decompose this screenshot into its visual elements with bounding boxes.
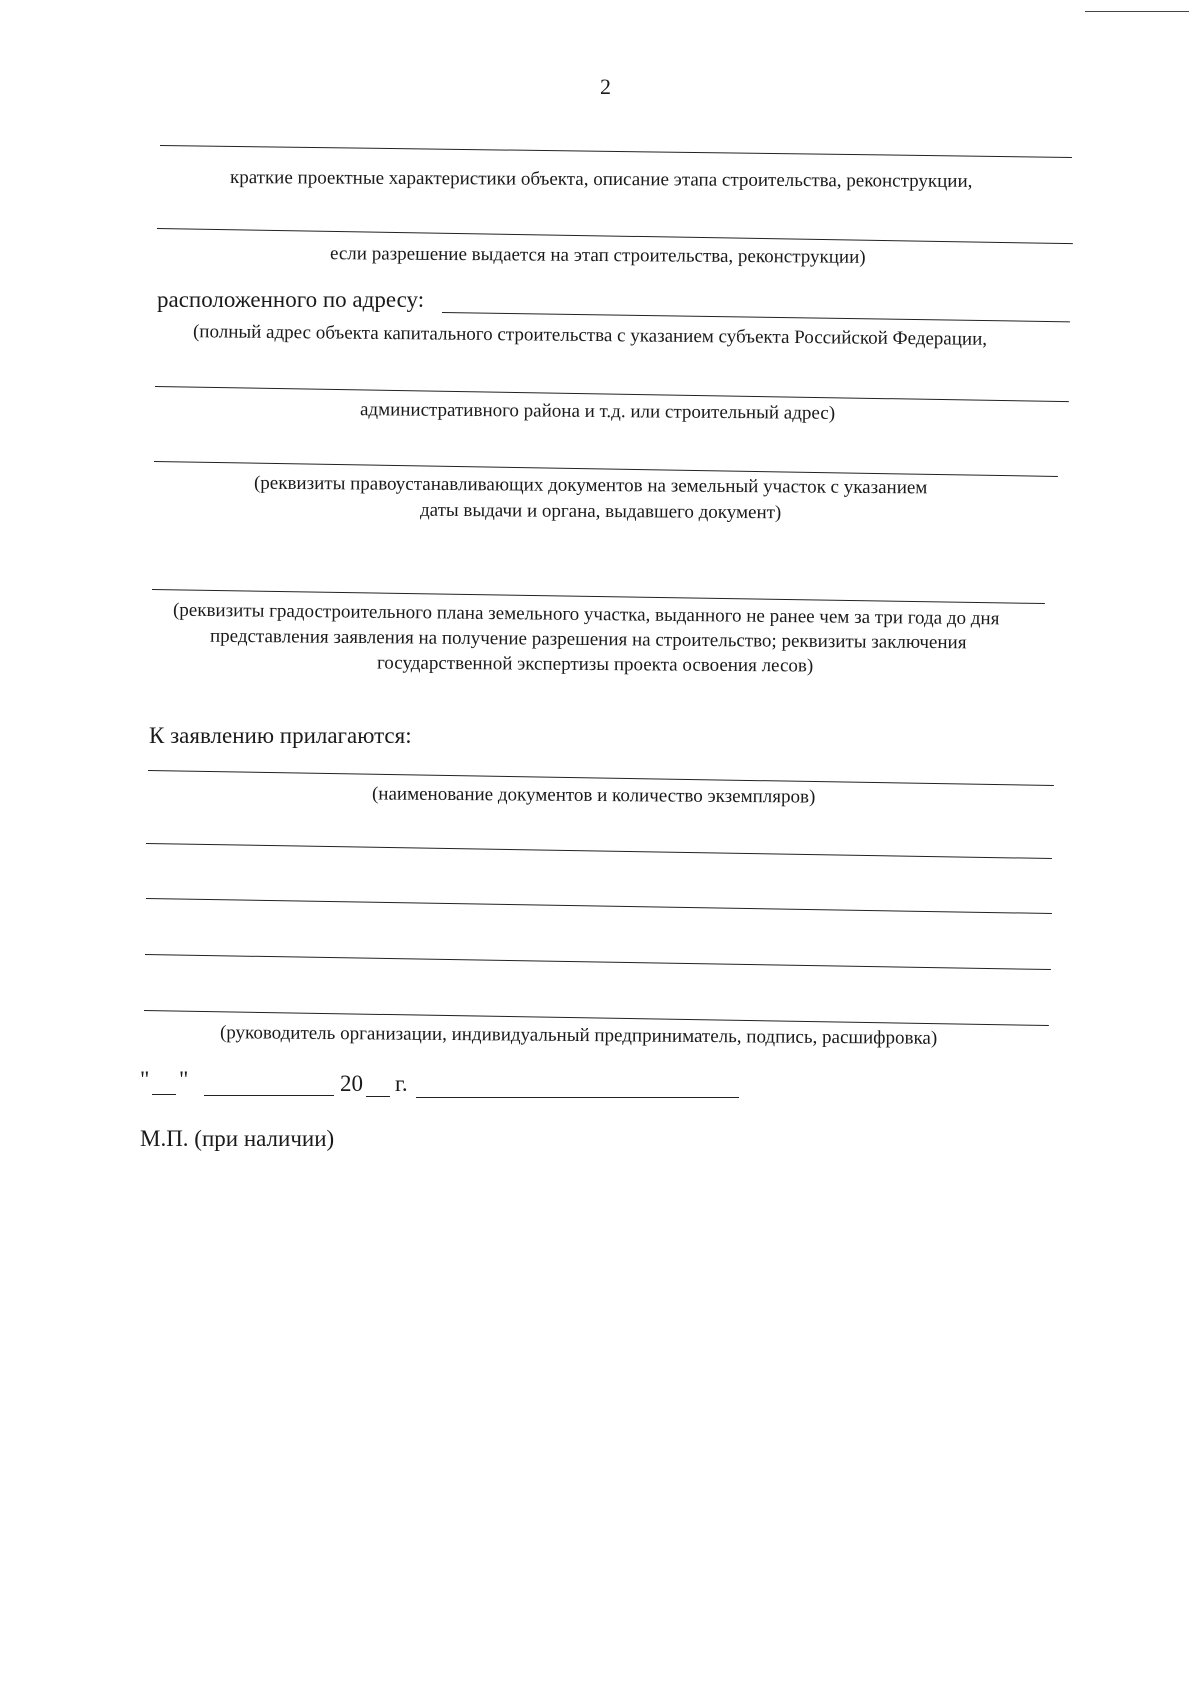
- page-number: 2: [600, 74, 611, 99]
- fill-line-stage: [157, 228, 1073, 244]
- caption-attachments-hint: (наименование документов и количество экземпляров): [371, 783, 816, 808]
- caption-characteristics: краткие проектные характеристики объекта, описание этапа строительства, реконструкции,: [229, 167, 973, 192]
- caption-plan-1: (реквизиты градостроительного плана земельного участка, выданного не ранее чем за три года до дня: [172, 599, 1000, 630]
- caption-land-docs-2: даты выдачи и органа, выдавшего документ): [419, 499, 782, 524]
- date-year-blank: [366, 1096, 390, 1097]
- address-input-line: [442, 312, 1070, 322]
- date-quote-close: ": [179, 1067, 189, 1092]
- date-month-blank: [204, 1095, 334, 1096]
- attachments-heading: К заявлению прилагаются:: [149, 723, 412, 748]
- caption-address-hint-1: (полный адрес объекта капитального строительства с указанием субъекта Российской Федерации,: [192, 321, 988, 350]
- date-day-blank: [152, 1094, 176, 1095]
- date-year-suffix: г.: [395, 1071, 408, 1096]
- attachments-line-2: [146, 843, 1052, 859]
- stamp-label: М.П. (при наличии): [140, 1126, 335, 1151]
- caption-plan-3: государственной экспертизы проекта освоения лесов): [376, 652, 814, 677]
- attachments-line-4: [145, 954, 1051, 970]
- address-label: расположенного по адресу:: [157, 287, 425, 312]
- caption-land-docs-1: (реквизиты правоустанавливающих документов на земельный участок с указанием: [253, 472, 928, 499]
- date-year-prefix: 20: [340, 1071, 363, 1096]
- date-quote-open: ": [140, 1067, 150, 1092]
- corner-scan-mark: [1085, 11, 1189, 12]
- caption-stage-note: если разрешение выдается на этап строительства, реконструкции): [329, 243, 866, 268]
- attachments-line-3: [146, 898, 1052, 914]
- caption-signature-hint: (руководитель организации, индивидуальный предприниматель, подпись, расшифровка): [219, 1022, 938, 1049]
- date-extra-blank: [416, 1097, 739, 1098]
- fill-line-characteristics: [160, 145, 1072, 158]
- caption-address-hint-2: административного района и т.д. или строительный адрес): [359, 399, 836, 424]
- caption-plan-2: представления заявления на получение разрешения на строительство; реквизиты заключения: [209, 625, 967, 654]
